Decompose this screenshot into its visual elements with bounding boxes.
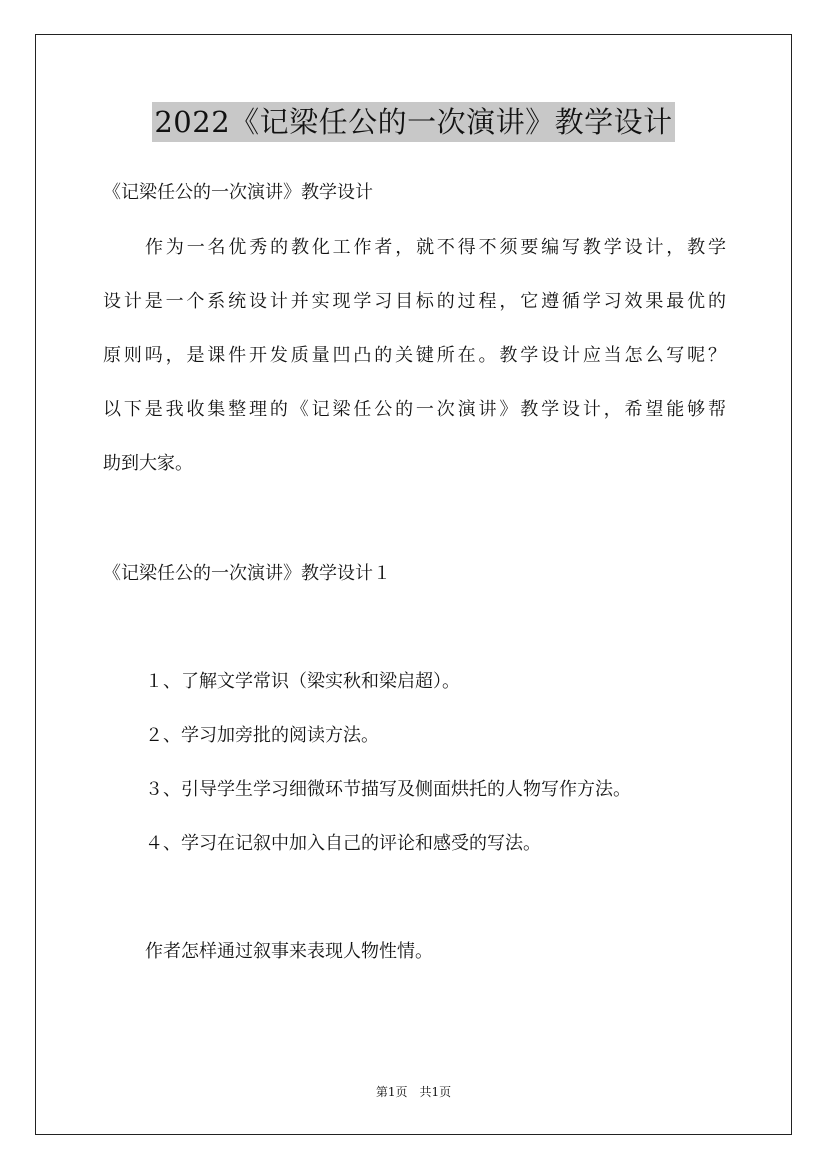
- objective-item-1: １、了解文学常识（梁实秋和梁启超）。: [145, 671, 460, 692]
- objective-item-2: ２、学习加旁批的阅读方法。: [145, 725, 379, 746]
- objective-item-3: ３、引导学生学习细微环节描写及侧面烘托的人物写作方法。: [145, 779, 631, 800]
- intro-line-3: 原则吗，是课件开发质量凹凸的关键所在。教学设计应当怎么写呢？: [103, 345, 726, 366]
- focus-line: 作者怎样通过叙事来表现人物性情。: [145, 941, 433, 962]
- objective-item-4: ４、学习在记叙中加入自己的评论和感受的写法。: [145, 833, 541, 854]
- section-heading: 《记梁任公的一次演讲》教学设计１: [103, 563, 391, 584]
- intro-line-1: 作为一名优秀的教化工作者，就不得不须要编写教学设计，教学: [145, 237, 726, 258]
- intro-line-4: 以下是我收集整理的《记梁任公的一次演讲》教学设计，希望能够帮: [103, 399, 726, 420]
- document-subtitle: 《记梁任公的一次演讲》教学设计: [103, 182, 373, 203]
- page-number-footer: 第1页 共1页: [375, 1085, 452, 1099]
- title-container: [0, 102, 827, 142]
- intro-line-2: 设计是一个系统设计并实现学习目标的过程，它遵循学习效果最优的: [103, 291, 726, 312]
- document-title: 2022《记梁任公的一次演讲》教学设计: [152, 102, 674, 142]
- intro-line-5: 助到大家。: [103, 453, 193, 474]
